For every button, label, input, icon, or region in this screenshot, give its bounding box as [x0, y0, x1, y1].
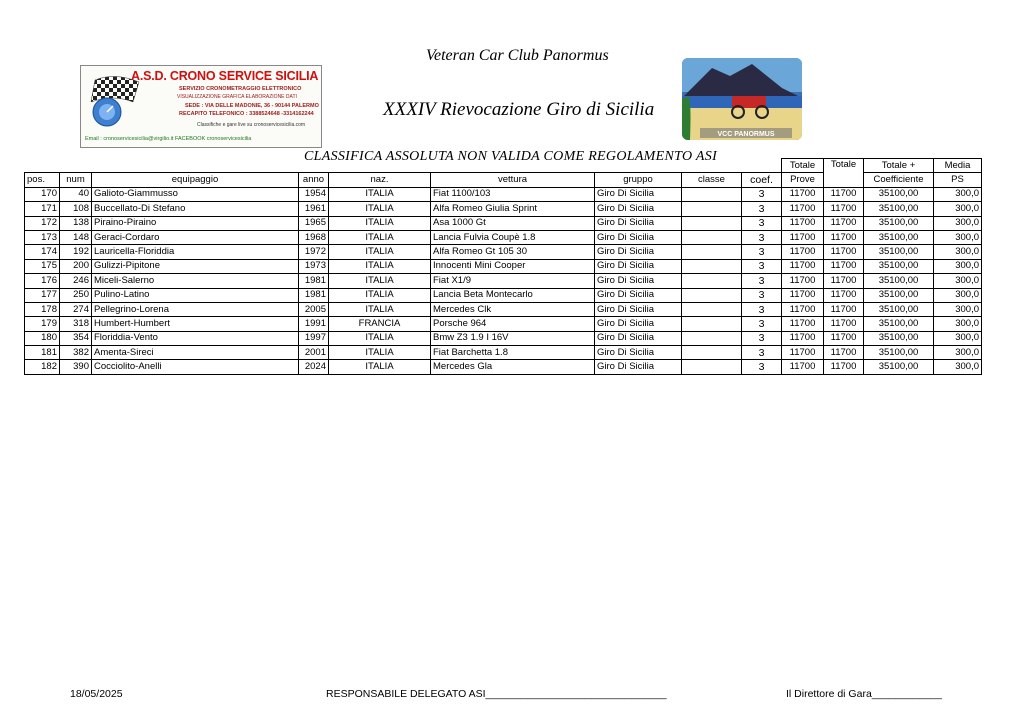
cell-totcoef: 35100,00 — [864, 274, 934, 288]
cell-naz: FRANCIA — [329, 317, 431, 331]
cell-num: 148 — [60, 230, 92, 244]
cell-pos: 182 — [25, 360, 60, 374]
cell-totcoef: 35100,00 — [864, 230, 934, 244]
club-title: Veteran Car Club Panormus — [426, 47, 609, 64]
cell-coef: 3 — [742, 274, 782, 288]
cell-naz: ITALIA — [329, 302, 431, 316]
cell-num: 354 — [60, 331, 92, 345]
event-title: XXXIV Rievocazione Giro di Sicilia — [383, 99, 655, 120]
logo-line-5: Classifiche e gare live su cronoservicesicilia.com — [197, 122, 306, 128]
cell-gruppo: Giro Di Sicilia — [595, 360, 682, 374]
cell-classe — [682, 317, 742, 331]
cell-anno: 2005 — [299, 302, 329, 316]
cell-coef: 3 — [742, 202, 782, 216]
cell-media: 300,0 — [934, 288, 982, 302]
cell-vettura: Mercedes Clk — [431, 302, 595, 316]
cell-vettura: Fiat 1100/103 — [431, 187, 595, 201]
cell-equipaggio: Lauricella-Floriddia — [92, 245, 299, 259]
cell-media: 300,0 — [934, 302, 982, 316]
cell-gruppo: Giro Di Sicilia — [595, 230, 682, 244]
cell-gruppo: Giro Di Sicilia — [595, 331, 682, 345]
cell-num: 200 — [60, 259, 92, 273]
cell-gruppo: Giro Di Sicilia — [595, 202, 682, 216]
logo-line-6: Email : cronoservicesicilia@virgilio.it FACEBOOK cronoservicesicilia — [85, 136, 252, 142]
cell-totale: 11700 — [824, 202, 864, 216]
cell-anno: 1954 — [299, 187, 329, 201]
table-header-top — [25, 159, 982, 173]
cell-naz: ITALIA — [329, 259, 431, 273]
footer-date: 18/05/2025 — [70, 688, 123, 700]
cell-anno: 2001 — [299, 346, 329, 360]
cell-naz: ITALIA — [329, 187, 431, 201]
cell-num: 390 — [60, 360, 92, 374]
cell-coef: 3 — [742, 187, 782, 201]
cell-anno: 1972 — [299, 245, 329, 259]
cell-pos: 173 — [25, 230, 60, 244]
col-classe: classe — [682, 173, 742, 187]
cell-naz: ITALIA — [329, 360, 431, 374]
table-row — [25, 202, 982, 216]
cell-totale: 11700 — [824, 360, 864, 374]
cell-num: 246 — [60, 274, 92, 288]
cell-equipaggio: Cocciolito-Anelli — [92, 360, 299, 374]
cell-naz: ITALIA — [329, 216, 431, 230]
cell-coef: 3 — [742, 346, 782, 360]
logo-line-1: SERVIZIO CRONOMETRAGGIO ELETTRONICO — [179, 86, 302, 92]
cell-vettura: Alfa Romeo Giulia Sprint — [431, 202, 595, 216]
cell-totale: 11700 — [824, 245, 864, 259]
cell-totcoef: 35100,00 — [864, 288, 934, 302]
cell-totcoef: 35100,00 — [864, 259, 934, 273]
cell-coef: 3 — [742, 259, 782, 273]
cell-pos: 176 — [25, 274, 60, 288]
cell-equipaggio: Pellegrino-Lorena — [92, 302, 299, 316]
cell-num: 274 — [60, 302, 92, 316]
cell-coef: 3 — [742, 302, 782, 316]
cell-totcoef: 35100,00 — [864, 216, 934, 230]
cell-vettura: Mercedes Gla — [431, 360, 595, 374]
cell-vettura: Fiat X1/9 — [431, 274, 595, 288]
vcc-panormus-logo — [682, 58, 802, 140]
cell-classe — [682, 187, 742, 201]
cell-equipaggio: Gulizzi-Pipitone — [92, 259, 299, 273]
table-row — [25, 230, 982, 244]
table-row — [25, 317, 982, 331]
cell-gruppo: Giro Di Sicilia — [595, 187, 682, 201]
cell-totcoef: 35100,00 — [864, 317, 934, 331]
cell-classe — [682, 216, 742, 230]
table-row — [25, 331, 982, 345]
cell-naz: ITALIA — [329, 274, 431, 288]
cell-media: 300,0 — [934, 317, 982, 331]
cell-media: 300,0 — [934, 202, 982, 216]
cell-prove: 11700 — [782, 230, 824, 244]
cell-anno: 1981 — [299, 274, 329, 288]
col-anno: anno — [299, 173, 329, 187]
cell-anno: 1997 — [299, 331, 329, 345]
cell-num: 40 — [60, 187, 92, 201]
cell-coef: 3 — [742, 245, 782, 259]
col-naz: naz. — [329, 173, 431, 187]
table-row — [25, 302, 982, 316]
cell-anno: 1981 — [299, 288, 329, 302]
cell-totale: 11700 — [824, 317, 864, 331]
cell-vettura: Alfa Romeo Gt 105 30 — [431, 245, 595, 259]
table-row — [25, 187, 982, 201]
cell-naz: ITALIA — [329, 288, 431, 302]
cell-totale: 11700 — [824, 331, 864, 345]
cell-prove: 11700 — [782, 331, 824, 345]
table-row — [25, 259, 982, 273]
cell-prove: 11700 — [782, 360, 824, 374]
logo-line-3: SEDE : VIA DELLE MADONIE, 36 - 90144 PALERMO — [185, 103, 319, 109]
cell-naz: ITALIA — [329, 331, 431, 345]
cell-gruppo: Giro Di Sicilia — [595, 317, 682, 331]
cell-media: 300,0 — [934, 346, 982, 360]
cell-pos: 172 — [25, 216, 60, 230]
col-gruppo: gruppo — [595, 173, 682, 187]
cell-gruppo: Giro Di Sicilia — [595, 274, 682, 288]
logo-line-4: RECAPITO TELEFONICO : 3388524648 -3314162244 — [179, 111, 314, 117]
cell-anno: 2024 — [299, 360, 329, 374]
cell-classe — [682, 202, 742, 216]
cell-pos: 171 — [25, 202, 60, 216]
cell-totale: 11700 — [824, 230, 864, 244]
cell-anno: 1968 — [299, 230, 329, 244]
cell-vettura: Asa 1000 Gt — [431, 216, 595, 230]
cell-coef: 3 — [742, 331, 782, 345]
cell-totale: 11700 — [824, 274, 864, 288]
cell-classe — [682, 245, 742, 259]
cell-totale: 11700 — [824, 288, 864, 302]
cell-vettura: Lancia Fulvia Coupè 1.8 — [431, 230, 595, 244]
cell-coef: 3 — [742, 360, 782, 374]
cell-anno: 1965 — [299, 216, 329, 230]
cell-media: 300,0 — [934, 274, 982, 288]
cell-equipaggio: Galioto-Giammusso — [92, 187, 299, 201]
cell-totcoef: 35100,00 — [864, 202, 934, 216]
cell-media: 300,0 — [934, 245, 982, 259]
cell-prove: 11700 — [782, 245, 824, 259]
cell-prove: 11700 — [782, 187, 824, 201]
col-totale-coef-top: Totale + — [864, 159, 934, 173]
logo-name: A.S.D. CRONO SERVICE SICILIA — [131, 69, 319, 83]
cell-media: 300,0 — [934, 331, 982, 345]
cell-pos: 177 — [25, 288, 60, 302]
cell-totcoef: 35100,00 — [864, 302, 934, 316]
col-media: PS — [934, 173, 982, 187]
cell-vettura: Porsche 964 — [431, 317, 595, 331]
cell-num: 108 — [60, 202, 92, 216]
cell-totcoef: 35100,00 — [864, 187, 934, 201]
cell-classe — [682, 331, 742, 345]
cell-gruppo: Giro Di Sicilia — [595, 216, 682, 230]
cell-num: 192 — [60, 245, 92, 259]
cell-classe — [682, 302, 742, 316]
table-row — [25, 245, 982, 259]
logo-right-text: VCC PANORMUS — [717, 131, 775, 138]
cell-prove: 11700 — [782, 274, 824, 288]
cell-pos: 178 — [25, 302, 60, 316]
cell-classe — [682, 346, 742, 360]
col-vettura: vettura — [431, 173, 595, 187]
table-row — [25, 288, 982, 302]
cell-coef: 3 — [742, 230, 782, 244]
cell-coef: 3 — [742, 317, 782, 331]
cell-anno: 1973 — [299, 259, 329, 273]
cell-equipaggio: Humbert-Humbert — [92, 317, 299, 331]
cell-coef: 3 — [742, 288, 782, 302]
col-totale: Totale — [824, 159, 864, 188]
cell-equipaggio: Buccellato-Di Stefano — [92, 202, 299, 216]
cell-prove: 11700 — [782, 259, 824, 273]
cell-num: 250 — [60, 288, 92, 302]
cell-prove: 11700 — [782, 288, 824, 302]
cell-num: 382 — [60, 346, 92, 360]
cell-naz: ITALIA — [329, 202, 431, 216]
cell-vettura: Innocenti Mini Cooper — [431, 259, 595, 273]
cell-coef: 3 — [742, 216, 782, 230]
footer-director: Il Direttore di Gara____________ — [786, 688, 942, 700]
cell-totale: 11700 — [824, 346, 864, 360]
logo-line-2: VISUALIZZAZIONE GRAFICA ELABORAZIONE DATI — [177, 94, 297, 100]
cell-classe — [682, 274, 742, 288]
cell-equipaggio: Geraci-Cordaro — [92, 230, 299, 244]
cell-totale: 11700 — [824, 187, 864, 201]
cell-vettura: Bmw Z3 1.9 I 16V — [431, 331, 595, 345]
cell-anno: 1961 — [299, 202, 329, 216]
col-totale-prove: Prove — [782, 173, 824, 187]
cell-totale: 11700 — [824, 302, 864, 316]
cell-classe — [682, 259, 742, 273]
cell-totcoef: 35100,00 — [864, 346, 934, 360]
cell-pos: 180 — [25, 331, 60, 345]
cell-prove: 11700 — [782, 302, 824, 316]
cell-equipaggio: Pulino-Latino — [92, 288, 299, 302]
results-table — [24, 158, 982, 375]
cell-naz: ITALIA — [329, 245, 431, 259]
col-num: num — [60, 173, 92, 187]
col-equipaggio: equipaggio — [92, 173, 299, 187]
cell-equipaggio: Floriddia-Vento — [92, 331, 299, 345]
cell-media: 300,0 — [934, 360, 982, 374]
cell-prove: 11700 — [782, 202, 824, 216]
cell-vettura: Fiat Barchetta 1.8 — [431, 346, 595, 360]
col-media-top: Media — [934, 159, 982, 173]
cell-totcoef: 35100,00 — [864, 331, 934, 345]
table-row — [25, 274, 982, 288]
cell-classe — [682, 288, 742, 302]
cell-equipaggio: Piraino-Piraino — [92, 216, 299, 230]
cell-classe — [682, 230, 742, 244]
cell-prove: 11700 — [782, 317, 824, 331]
table-row — [25, 360, 982, 374]
cell-totale: 11700 — [824, 259, 864, 273]
cell-pos: 179 — [25, 317, 60, 331]
cell-equipaggio: Amenta-Sireci — [92, 346, 299, 360]
cell-gruppo: Giro Di Sicilia — [595, 259, 682, 273]
cell-totale: 11700 — [824, 216, 864, 230]
col-totale-coef: Coefficiente — [864, 173, 934, 187]
cell-totcoef: 35100,00 — [864, 360, 934, 374]
cell-prove: 11700 — [782, 216, 824, 230]
cell-media: 300,0 — [934, 259, 982, 273]
cell-num: 138 — [60, 216, 92, 230]
cell-classe — [682, 360, 742, 374]
cell-media: 300,0 — [934, 230, 982, 244]
cell-pos: 181 — [25, 346, 60, 360]
cell-naz: ITALIA — [329, 230, 431, 244]
cell-gruppo: Giro Di Sicilia — [595, 288, 682, 302]
classification-banner: CLASSIFICA ASSOLUTA NON VALIDA COME REGOLAMENTO ASI — [304, 149, 718, 164]
cell-pos: 170 — [25, 187, 60, 201]
cell-anno: 1991 — [299, 317, 329, 331]
cell-pos: 175 — [25, 259, 60, 273]
cell-num: 318 — [60, 317, 92, 331]
cell-gruppo: Giro Di Sicilia — [595, 346, 682, 360]
cell-pos: 174 — [25, 245, 60, 259]
footer-delegate: RESPONSABILE DELEGATO ASI_______________________________ — [326, 688, 667, 700]
cell-totcoef: 35100,00 — [864, 245, 934, 259]
crono-service-logo — [80, 65, 322, 148]
table-row — [25, 346, 982, 360]
col-pos: pos. — [25, 173, 60, 187]
cell-vettura: Lancia Beta Montecarlo — [431, 288, 595, 302]
table-row — [25, 216, 982, 230]
col-totale-prove-top: Totale — [782, 159, 824, 173]
cell-gruppo: Giro Di Sicilia — [595, 302, 682, 316]
cell-naz: ITALIA — [329, 346, 431, 360]
col-coef: coef. — [742, 173, 782, 187]
cell-media: 300,0 — [934, 187, 982, 201]
cell-prove: 11700 — [782, 346, 824, 360]
vintage-car-icon — [682, 58, 802, 140]
cell-gruppo: Giro Di Sicilia — [595, 245, 682, 259]
cell-equipaggio: Miceli-Salerno — [92, 274, 299, 288]
cell-media: 300,0 — [934, 216, 982, 230]
